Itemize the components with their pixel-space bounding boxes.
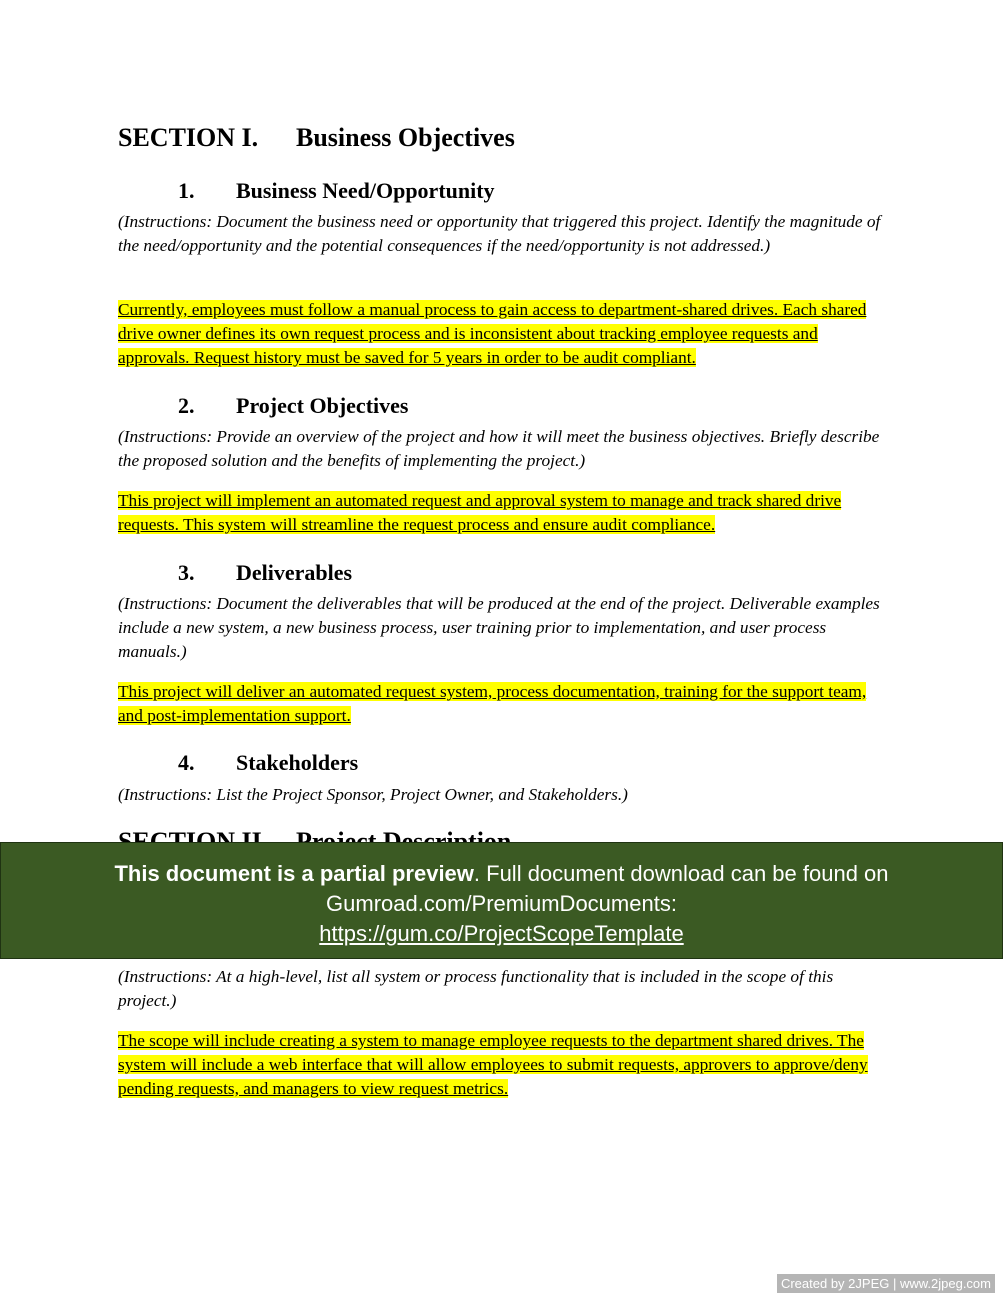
answer-text bbox=[118, 489, 888, 537]
item-title: Business Need/Opportunity bbox=[236, 178, 495, 203]
instructions-text: (Instructions: Document the business need or opportunity that triggered this project. Identify the magnitude of the need/opportunity and the potential consequences if the need/opportunity is not addressed.) bbox=[118, 212, 881, 255]
section-title: Business Objectives bbox=[296, 123, 515, 152]
instructions-text: (Instructions: At a high-level, list all system or process functionality that is included in the scope of this project.) bbox=[118, 967, 834, 1010]
item-number: 4. bbox=[178, 750, 195, 775]
highlighted-answer: This project will deliver an automated request system, process documentation, training for the support team, and post-implementation support. bbox=[118, 682, 867, 725]
highlighted-answer: This project will implement an automated request and approval system to manage and track shared drive requests. This system will streamline the request process and ensure audit compliance. bbox=[118, 491, 842, 534]
banner-text: . Full document download can be found on Gumroad.com/PremiumDocuments: bbox=[326, 861, 889, 916]
item-heading bbox=[178, 178, 495, 204]
item-heading bbox=[178, 560, 352, 586]
watermark-label: Created by 2JPEG | www.2jpeg.com bbox=[777, 1274, 995, 1293]
banner-bold-text: This document is a partial preview bbox=[114, 861, 474, 886]
instructions-text: (Instructions: Document the deliverables that will be produced at the end of the project. Deliverable examples include a new system, a new business process, user training prior to implementation, and user process manuals.) bbox=[118, 594, 880, 661]
item-number: 3. bbox=[178, 560, 195, 585]
preview-banner bbox=[0, 842, 1003, 959]
item-title: Deliverables bbox=[236, 560, 353, 585]
item-number: 1. bbox=[178, 178, 195, 203]
download-link[interactable]: https://gum.co/ProjectScopeTemplate bbox=[319, 921, 684, 946]
instructions-text: (Instructions: List the Project Sponsor, Project Owner, and Stakeholders.) bbox=[118, 785, 628, 804]
answer-text bbox=[118, 1029, 888, 1101]
item-heading bbox=[178, 393, 408, 419]
item-title: Project Objectives bbox=[236, 393, 409, 418]
instructions-text: (Instructions: Provide an overview of the project and how it will meet the business objectives. Briefly describe the proposed solution and the benefits of implementing the project.) bbox=[118, 427, 880, 470]
section-heading bbox=[118, 123, 515, 153]
highlighted-answer: The scope will include creating a system to manage employee requests to the department shared drives. The system will include a web interface that will allow employees to submit requests, approvers to approve/deny pending requests, and managers to view request metrics. bbox=[118, 1031, 868, 1098]
item-title: Stakeholders bbox=[236, 750, 359, 775]
item-heading bbox=[178, 750, 358, 776]
answer-text bbox=[118, 298, 888, 370]
highlighted-answer: Currently, employees must follow a manual process to gain access to department-shared drives. Each shared drive owner defines its own request process and is inconsistent about tracking employee requests and approvals. Request history must be saved for 5 years in order to be audit compliant. bbox=[118, 300, 867, 367]
answer-text bbox=[118, 680, 888, 728]
item-number: 2. bbox=[178, 393, 195, 418]
section-number: SECTION I. bbox=[118, 123, 259, 152]
